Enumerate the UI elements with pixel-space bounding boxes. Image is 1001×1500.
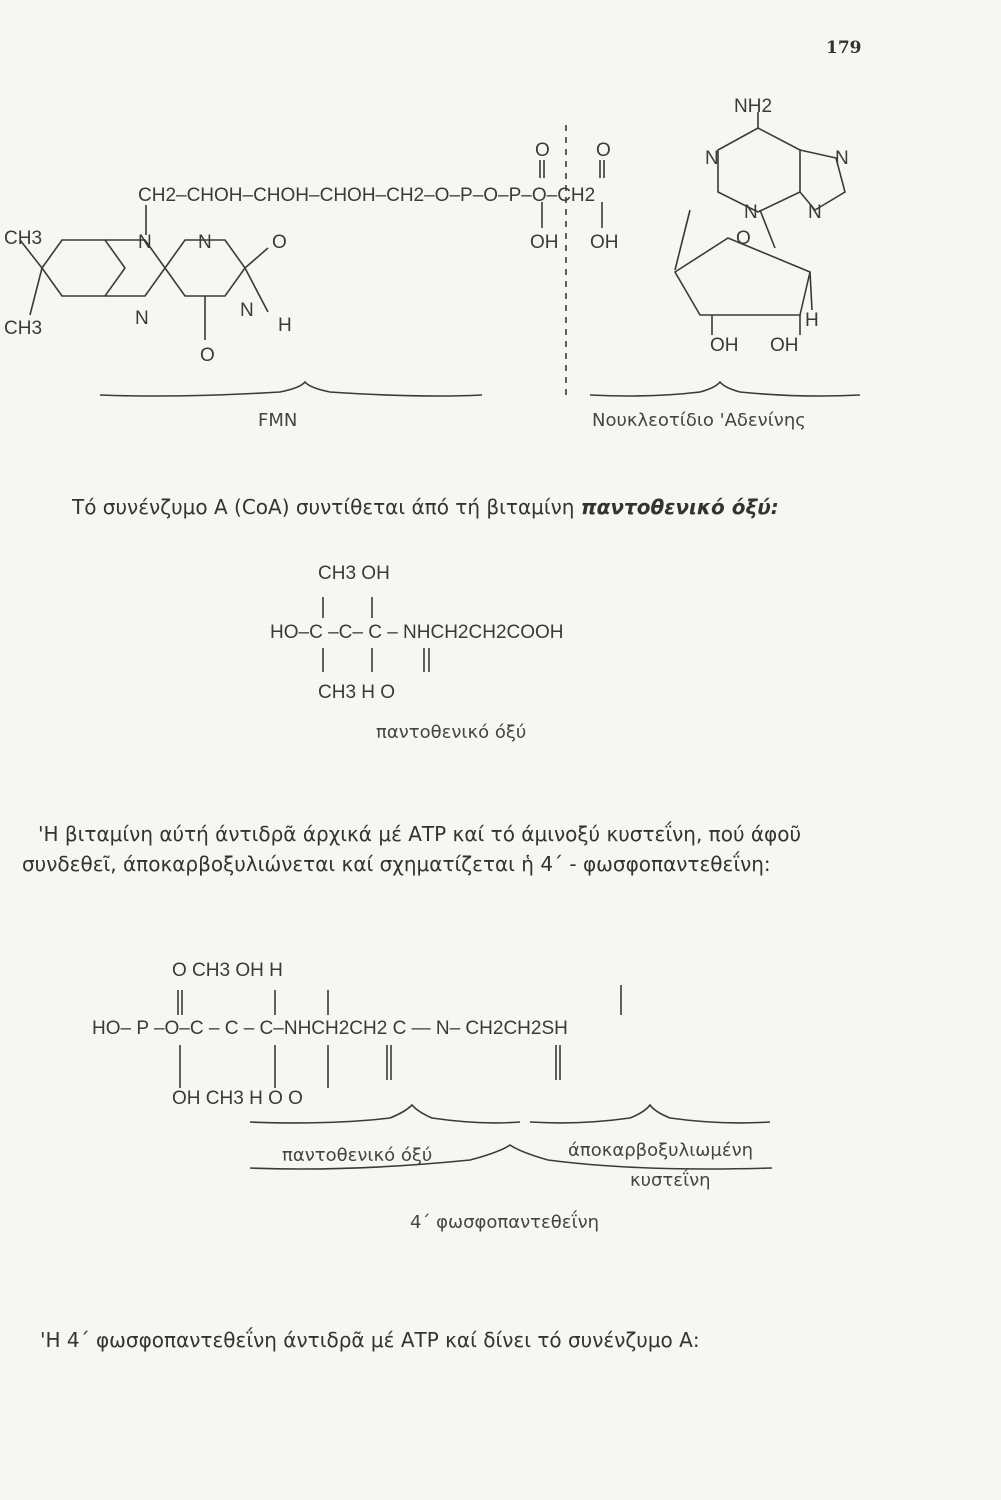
pantothenic-acid-term: παντοθενικό όξύ: [580, 495, 779, 519]
ring-nh-h: H [278, 315, 292, 336]
ring-n3: N [135, 308, 149, 329]
ribose-oh-2: OH [770, 335, 799, 356]
ribose-oxygen: O [736, 228, 751, 249]
label-fmn: FMN [258, 410, 298, 431]
adenine-n2: N [835, 148, 849, 169]
ribose-oh-1: OH [710, 335, 739, 356]
intro-coa-text: Τό συνένζυμο Α (CoA) συντίθεται άπό τή βιταμίνη παντοθενικό όξύ: [72, 495, 779, 519]
pantothenic-bottom-groups: CH3 H O [318, 682, 396, 703]
page-number: 179 [826, 38, 862, 58]
phosphopantetheine-bottom: OH CH3 H O O [172, 1088, 303, 1109]
adenine-n4: N [808, 202, 822, 223]
adenine-n3: N [744, 202, 758, 223]
caption-decarboxylated-cysteine-1: άποκαρβοξυλιωμένη [568, 1140, 754, 1161]
pantothenic-caption: παντοθενικό όξύ [376, 722, 527, 743]
caption-decarboxylated-cysteine-2: κυστεΐνη [630, 1170, 711, 1191]
ring-n1: N [138, 232, 152, 253]
ring-oxygen-top: O [272, 232, 287, 253]
phosphate-oh-2: OH [590, 232, 619, 253]
paragraph-cysteine-line-1: 'Η βιταμίνη αύτή άντιδρᾶ άρχικά μέ ΑΤΡ καί τό άμινοξύ κυστεΐνη, πού άφοῦ [38, 822, 802, 846]
adenine-nh2: NH2 [734, 96, 773, 117]
phosphopantetheine-main-chain: HO– P –O–C – C – C–NHCH2CH2 C — N– CH2CH2SH [92, 1018, 568, 1039]
adenine-n1: N [705, 148, 719, 169]
caption-phosphopantetheine: 4΄ φωσφοπαντεθεΐνη [410, 1212, 600, 1233]
paragraph-cysteine-line-2: συνδεθεῖ, άποκαρβοξυλιώνεται καί σχηματίζεται ἡ 4΄ - φωσφοπαντεθεΐνη: [22, 852, 771, 876]
ribose-h: H [805, 310, 819, 331]
methyl-top: CH3 [4, 228, 43, 249]
phosphate-oxygen-2: O [596, 140, 611, 161]
fad-main-chain: CH2–CHOH–CHOH–CHOH–CH2–O–P–O–P–O–CH2 [138, 185, 596, 206]
ring-n2: N [198, 232, 212, 253]
phosphopantetheine-top: O CH3 OH H [172, 960, 283, 981]
paragraph-coa-synthesis: 'Η 4΄ φωσφοπαντεθεΐνη άντιδρᾶ μέ ΑΤΡ καί δίνει τό συνένζυμο Α: [40, 1328, 700, 1352]
ring-oxygen-bottom: O [200, 345, 215, 366]
ring-n4: N [240, 300, 254, 321]
label-adenine-nucleotide: Νουκλεοτίδιο 'Αδενίνης [592, 410, 806, 431]
methyl-bottom: CH3 [4, 318, 43, 339]
pantothenic-top-groups: CH3 OH [318, 563, 390, 584]
caption-pantothenic-acid: παντοθενικό όξύ [282, 1145, 433, 1166]
phosphate-oh-1: OH [530, 232, 559, 253]
pantothenic-main-chain: HO–C –C– C – NHCH2CH2COOH [270, 622, 564, 643]
phosphate-oxygen-1: O [535, 140, 550, 161]
